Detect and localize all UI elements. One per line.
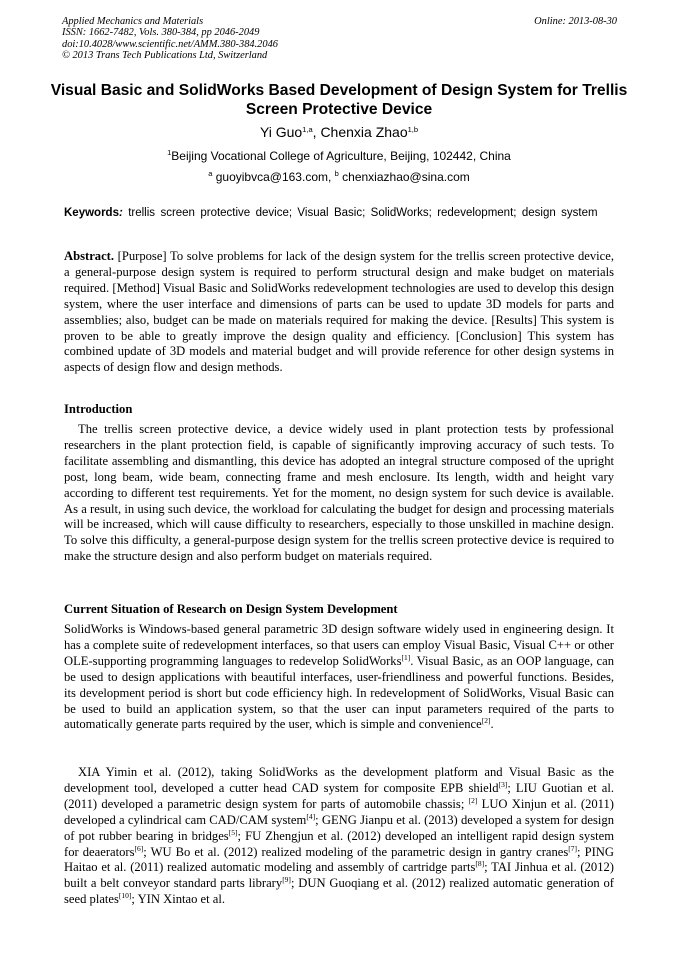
citation-ref: [1] bbox=[401, 652, 411, 662]
email-a-sup: a bbox=[208, 169, 213, 178]
email-a: guoyibvca@163.com, bbox=[212, 170, 335, 184]
citation-ref: [3] bbox=[498, 779, 508, 789]
email-b: chenxiazhao@sina.com bbox=[338, 170, 470, 184]
text-run: ; TAI Jinhua et al. (2012) built a belt conveyor standard parts library bbox=[64, 860, 614, 891]
citation-ref: [9] bbox=[282, 875, 291, 885]
section-heading-research: Current Situation of Research on Design System Development bbox=[64, 602, 398, 616]
abstract-label: Abstract. bbox=[64, 249, 115, 263]
author-2: Chenxia Zhao bbox=[320, 124, 408, 140]
text-run: ; WU Bo et al. (2012) realized modeling of the parametric design in gantry cranes bbox=[143, 844, 569, 859]
text-run: LUO Xinjun et al. (2011) developed a cylindrical cam CAD/CAM system bbox=[64, 796, 615, 827]
citation-ref: [4] bbox=[306, 811, 316, 821]
copyright-line: © 2013 Trans Tech Publications Ltd, Switzerland bbox=[62, 50, 268, 62]
issn-line: ISSN: 1662-7482, Vols. 380-384, pp 2046-2049 bbox=[62, 27, 260, 39]
citation-ref: [5] bbox=[228, 827, 238, 837]
citation-ref: [8] bbox=[475, 859, 485, 869]
text-run: SolidWorks is Windows-based general parametric 3D design software widely used in engineering design. It has a complete suite of redevelopment interfaces, so that users can employ Visual Basic, Visual C++ or other OLE-supporting programming languages to redevelop SolidWorks bbox=[64, 622, 614, 668]
author-1: Yi Guo bbox=[259, 124, 303, 140]
text-run: ; YIN Xintao et al. bbox=[131, 892, 226, 907]
paper-title: Visual Basic and SolidWorks Based Development of Design System for Trellis Screen Protective Device bbox=[50, 82, 628, 118]
author-2-sup: 1,b bbox=[407, 125, 419, 134]
emails bbox=[40, 170, 638, 185]
citation-ref: [10] bbox=[118, 891, 132, 901]
citation-ref: [2] bbox=[468, 795, 478, 805]
text-run: ; DUN Guoqiang et al. (2012) realized automatic generation of seed plates bbox=[64, 876, 614, 907]
journal-header bbox=[62, 16, 617, 62]
citation-ref: [2] bbox=[481, 716, 491, 726]
affiliation-text: Beijing Vocational College of Agriculture, Beijing, 102442, China bbox=[171, 149, 511, 163]
research-paragraph-2 bbox=[64, 765, 614, 908]
author-line bbox=[40, 123, 638, 141]
abstract bbox=[64, 249, 614, 376]
citation-ref: [7] bbox=[568, 843, 578, 853]
text-run: ; FU Zhengjun et al. (2012) developed an intelligent rapid design system for deaerators bbox=[64, 828, 615, 859]
affiliation bbox=[40, 149, 638, 164]
section-heading-introduction: Introduction bbox=[64, 402, 133, 416]
email-b-sup: b bbox=[334, 169, 339, 178]
abstract-text: [Purpose] To solve problems for lack of the design system for the trellis screen protective device, a general-purpose design system is required to perform structural design and make budget on materials required. [Method] Visual Basic and SolidWorks redevelopment technologies are used to develop this design system, where the user interface and dimensions of parts can be used to update 3D models for parts and assemblies; also, budget can be made on materials required for making the device. [Results] This system is proven to be able to greatly improve the design quality and efficiency. [Conclusion] This system has combined update of 3D models and material budget and will provide reference for other design systems in aspects of design flow and design methods. bbox=[64, 249, 614, 375]
research-paragraph-1 bbox=[64, 622, 614, 733]
keywords-label: Keywords bbox=[64, 207, 119, 219]
doi-line: doi:10.4028/www.scientific.net/AMM.380-384.2046 bbox=[62, 38, 278, 50]
author-1-sup: 1,a bbox=[302, 125, 313, 134]
citation-ref: [6] bbox=[134, 843, 144, 853]
intro-paragraph: The trellis screen protective device, a device widely used in plant protection tests by professional researchers in the plant protection field, is capable of significantly improving accuracy of such tests. To facilitate assembling and dismantling, this device has adopted an integral structure composed of the upright post, long beam, wide beam, connecting frame and mesh enclosure. Its length, width and height vary according to different test requirements. Yet for the moment, no design system for such device is available. As a result, in using such device, the workload for calculating the budget for design and processing materials will be increased, which will cause difficulty to researchers, especially to those unskilled in machine design. To solve this difficulty, a general-purpose design system for the trellis screen protective device is required to make the structure design and also perform budget on materials required. bbox=[64, 422, 614, 564]
affiliation-sup: 1 bbox=[167, 148, 172, 157]
text-run: ; PING Haitao et al. (2011) realized automatic modeling and assembly of cartridge parts bbox=[64, 844, 614, 875]
online-date: Online: 2013-08-30 bbox=[534, 16, 617, 27]
keywords-text: trellis screen protective device; Visual Basic; SolidWorks; redevelopment; design system bbox=[122, 207, 598, 219]
text-run: ; GENG Jianpu et al. (2013) developed a system for design of pot rubber bearing in bridges bbox=[64, 812, 614, 843]
keywords-colon: : bbox=[118, 207, 123, 219]
text-run: . bbox=[490, 717, 494, 732]
journal-name: Applied Mechanics and Materials bbox=[62, 16, 204, 27]
keywords bbox=[64, 206, 614, 221]
text-run: XIA Yimin et al. (2012), taking SolidWorks as the development platform and Visual Basic as the development tool, developed a cutter head CAD system for composite EPB shield bbox=[64, 765, 614, 795]
text-run: . Visual Basic, as an OOP language, can be used to design applications with beautiful interfaces, user-friendliness and powerful functions. Besides, its development period is short but code efficiency high. In redevelopment of SolidWorks, Visual Basic can be used to build an application system, so that the user can input parameters required of the parts to automatically generate parts required by the user, which is simple and convenience bbox=[64, 653, 614, 732]
author-separator: , bbox=[312, 124, 321, 140]
text-run: ; LIU Guotian et al. (2011) developed a parametric design system for parts of automobile chassis; bbox=[64, 780, 614, 811]
